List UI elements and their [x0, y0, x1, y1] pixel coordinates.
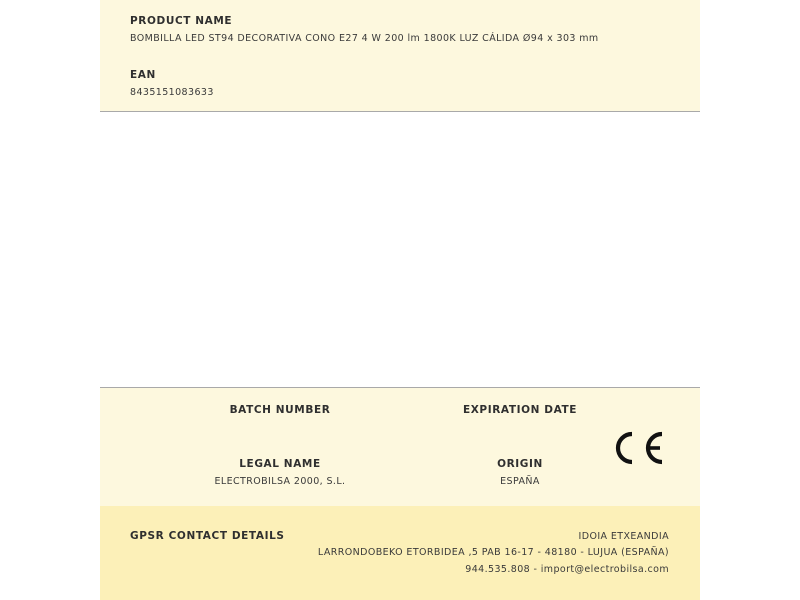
- ean-label: EAN: [130, 69, 156, 81]
- contact-name: IDOIA ETXEANDIA: [578, 531, 669, 542]
- ean-value: 8435151083633: [130, 87, 214, 98]
- product-name-value: BOMBILLA LED ST94 DECORATIVA CONO E27 4 W 200 lm 1800K LUZ CÁLIDA Ø94 x 303 mm: [130, 33, 599, 44]
- gpsr-contact-label: GPSR CONTACT DETAILS: [130, 530, 285, 542]
- batch-number-label: BATCH NUMBER: [229, 404, 331, 416]
- blank-area: [100, 112, 700, 387]
- product-label-sheet: [100, 0, 700, 600]
- origin-value: ESPAÑA: [500, 476, 540, 487]
- legal-name-label: LEGAL NAME: [239, 458, 321, 470]
- origin-label: ORIGIN: [497, 458, 543, 470]
- gpsr-contact-section: [100, 506, 700, 600]
- expiration-date-label: EXPIRATION DATE: [462, 404, 578, 416]
- contact-phone-email: 944.535.808 - import@electrobilsa.com: [465, 564, 669, 575]
- details-section: [100, 387, 700, 507]
- ce-mark-icon: [614, 430, 666, 466]
- product-name-label: PRODUCT NAME: [130, 15, 233, 27]
- legal-name-value: ELECTROBILSA 2000, S.L.: [214, 476, 346, 487]
- product-info-section: [100, 0, 700, 112]
- contact-address: LARRONDOBEKO ETORBIDEA ,5 PAB 16-17 - 48180 - LUJUA (ESPAÑA): [317, 547, 669, 558]
